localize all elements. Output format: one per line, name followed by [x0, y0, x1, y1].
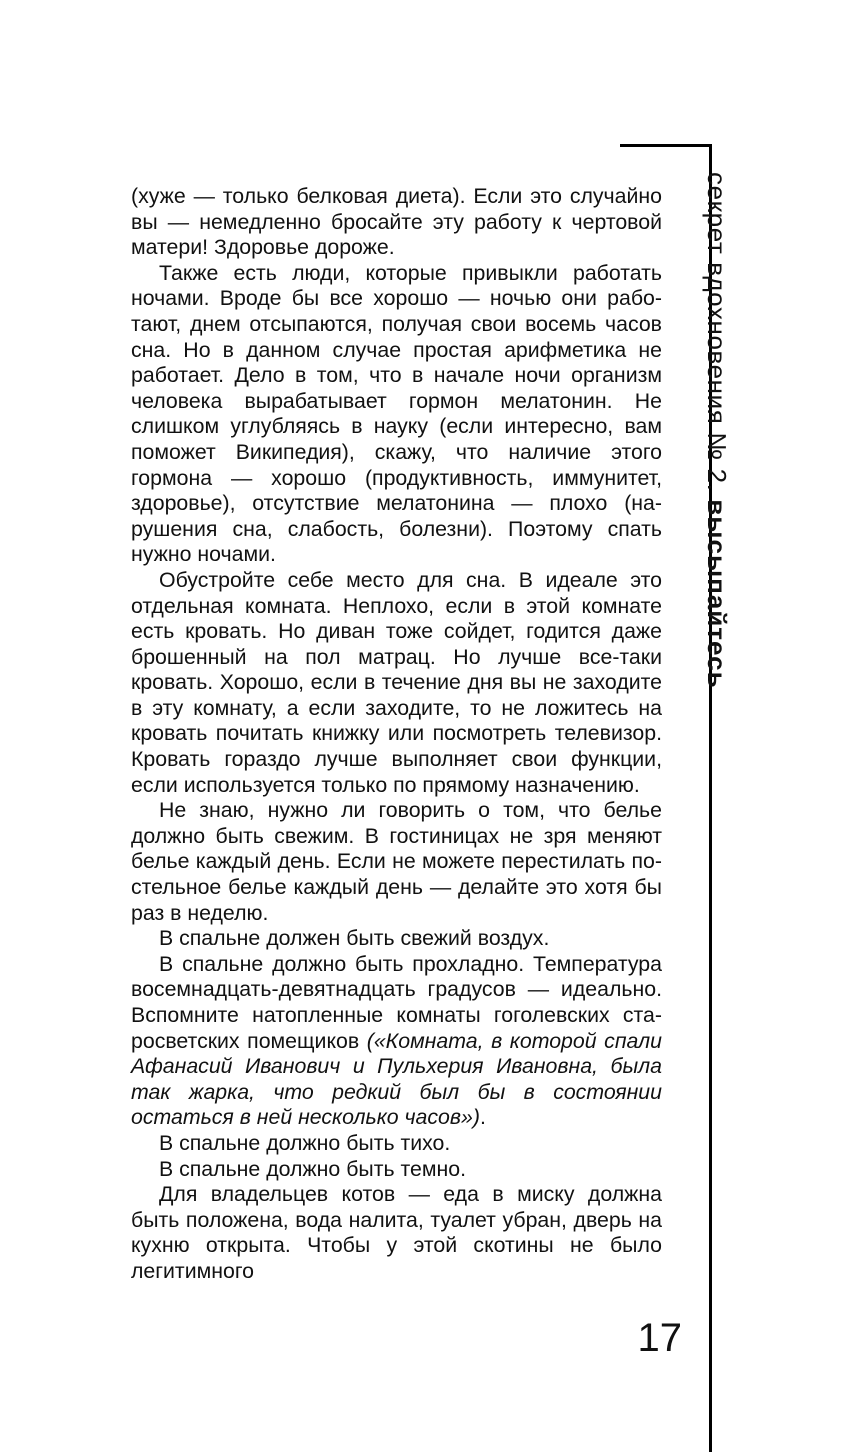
paragraph: В спальне должен быть свежий воздух. [159, 926, 550, 951]
paragraph: В спальне должно быть темно. [159, 1156, 466, 1181]
page-number: 17 [637, 1316, 682, 1360]
paragraph-text: В спальне должно быть прохладно. Температура восемнадцать-девятнадцать градусов — идеально. Вспомните натопленные комнаты гоголевских старосветских помещиков [131, 951, 662, 1053]
paragraph-text-end: . [479, 1105, 486, 1130]
running-header [704, 172, 730, 689]
paragraph: (хуже — только белковая диета). Если это случайно вы — немедленно бросайте эту работу к чертовой матери! Здоровье дороже. [131, 184, 662, 260]
paragraph: В спальне должно быть тихо. [159, 1130, 451, 1155]
paragraph [131, 952, 662, 1131]
gogol-quote: («Комната, в которой спали Афанасий Иванович и Пульхерия Ивановна, была так жарка, что редкий был бы в состоянии остаться в ней несколько часов») [131, 1028, 662, 1130]
paragraph: Обустройте себе место для сна. В идеале это отдельная комната. Неплохо, если в этой комнате есть кровать. Но диван тоже сойдет, годится даже брошенный на пол матрац. Но лучше все-таки кровать. Хорошо, если в течение дня вы не заходите в эту комнату, а если заходите, то не ложитесь на кровать почитать книжку или посмотреть телевизор. Кровать гораздо лучше выполняет свои функции, если используется только по прямому назначению. [131, 567, 662, 797]
paragraph: Для владельцев котов — еда в миску должна быть положена, вода налита, туалет убран, дверь на кухню открыта. Чтобы у этой скотины не было легитимного [131, 1182, 662, 1283]
header-rule-horizontal [620, 144, 712, 147]
paragraph: Не знаю, нужно ли говорить о том, что белье должно быть свежим. В гостиницах не зря меняют белье каждый день. Если не можете перестилать постельное белье каждый день — делайте это хотя бы раз в неделю. [131, 798, 662, 925]
body-text [131, 184, 662, 1285]
running-header-prefix: секрет вдохновения № 2. [702, 172, 732, 500]
paragraph: Также есть люди, которые привыкли работать ночами. Вроде бы все хорошо — ночью они работают, днем отсыпаются, получая свои восемь часов сна. Но в данном случае простая арифметика не работает. Дело в том, что в начале ночи организм человека вырабатывает гормон мелатонин. Не слишком углубляясь в науку (если интересно, вам поможет Википедия), скажу, что наличие этого гормона — хорошо (продуктивность, иммунитет, здоровье), отсутствие мелатонина — плохо (нарушения сна, слабость, болезни). Поэтому спать нужно ночами. [131, 260, 662, 567]
running-header-title: высыпайтесь [702, 499, 732, 689]
